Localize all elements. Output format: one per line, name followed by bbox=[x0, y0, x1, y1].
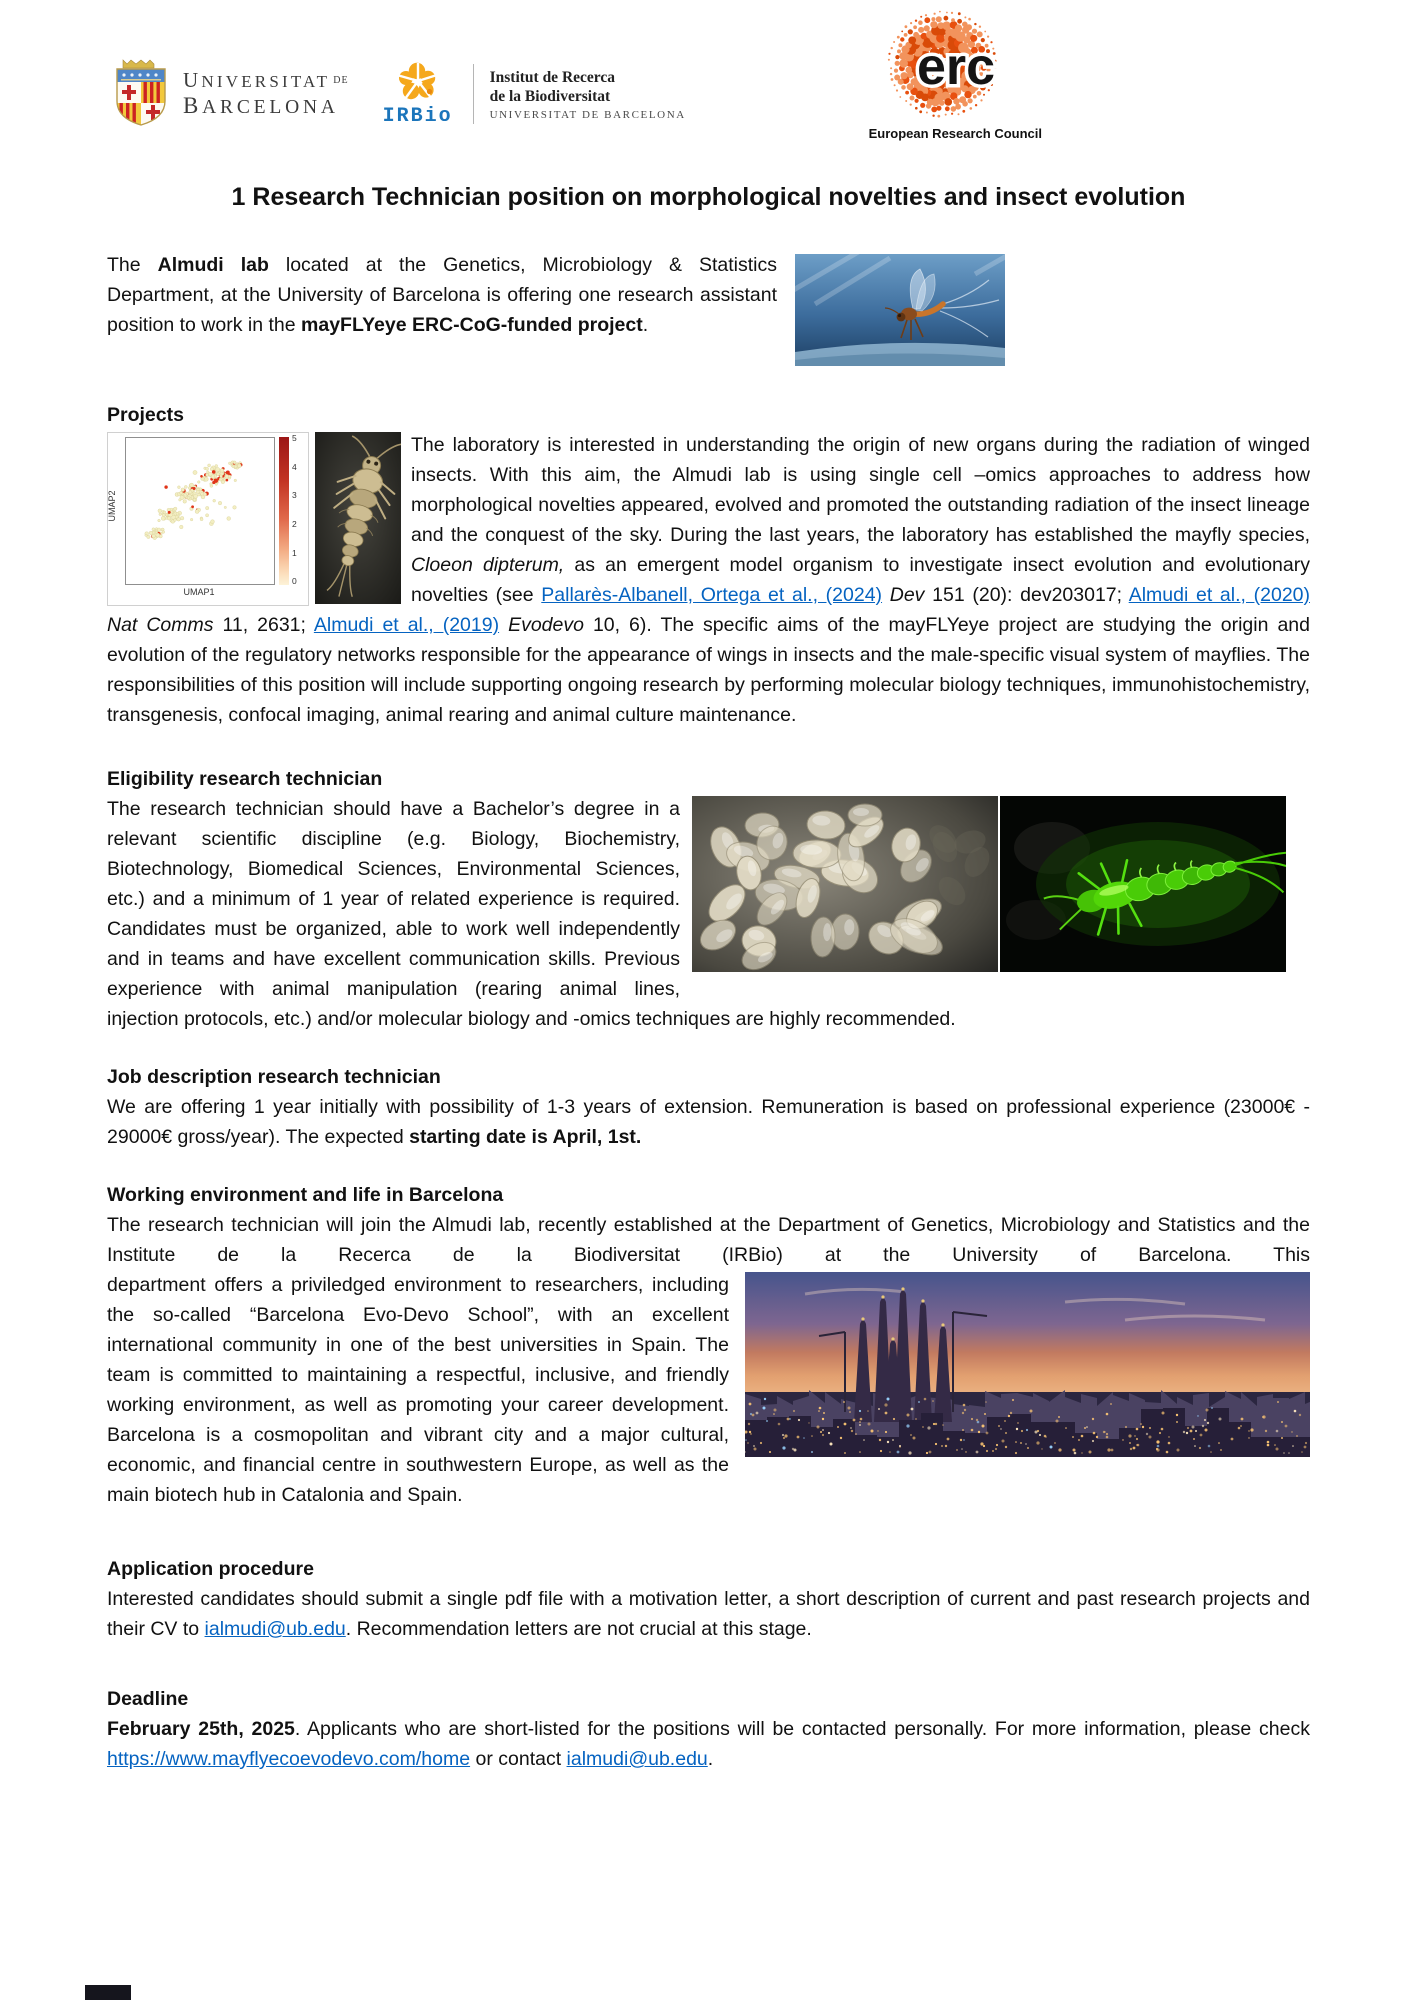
document-title: 1 Research Technician position on morphological novelties and insect evolution bbox=[231, 183, 1186, 211]
eligibility-figures bbox=[692, 796, 1310, 972]
text-run: or contact bbox=[470, 1748, 567, 1770]
barcelona-photo-wrap bbox=[745, 1272, 1310, 1457]
text-run: department offers a priviledged environment to researchers, including the so-called “Barcelona Evo-Devo School”, with an excellent international community in one of the best universities in Spain. The team is committed to maintaining a respectful, inclusive, and friendly working environment, as well as promoting your career development. Barcelona is a cosmopolitan and vibrant city and a major cultural, economic, and financial centre in southwestern Europe, as well as the main biotech hub in Catalonia and Spain. bbox=[107, 1274, 729, 1506]
ub-logo bbox=[113, 59, 349, 129]
text-run: starting date is April, 1st. bbox=[409, 1126, 642, 1148]
umap-colorbar-ticks bbox=[292, 434, 297, 586]
erc-caption: European Research Council bbox=[868, 126, 1042, 141]
erc-globe-icon bbox=[880, 5, 1030, 123]
text-run bbox=[499, 614, 508, 636]
text-run: The laboratory is interested in understanding the origin of new organs during the radiation of winged insects. With this aim, the Almudi lab is using single cell –omics approaches to address how morphological novelties appeared, evolved and promoted the outstanding radiation of the insect lineage and the conquest of the sky. During the last years, the laboratory has established the mayfly species, bbox=[411, 434, 1310, 546]
inline-link[interactable]: Almudi et al., (2019) bbox=[313, 614, 500, 636]
job-section bbox=[107, 1062, 1310, 1152]
mayfly-photo bbox=[795, 254, 1005, 366]
irbio-wordmark: IRBio bbox=[382, 104, 453, 128]
inline-link[interactable]: ialmudi@ub.edu bbox=[204, 1618, 346, 1640]
text-run: . Recommendation letters are not crucial at this stage. bbox=[345, 1618, 812, 1640]
inline-link[interactable]: https://www.mayflyecoevodevo.com/home bbox=[107, 1748, 471, 1770]
inline-link[interactable]: Pallarès-Albanell, Ortega et al., (2024) bbox=[541, 584, 883, 606]
ub-wordmark-line2: BARCELONA bbox=[183, 93, 339, 119]
application-section bbox=[107, 1554, 1310, 1644]
colorbar-tick-label: 5 bbox=[292, 433, 297, 443]
text-run: located at the Genetics, Microbiology & Statistics Department, at the University of Barcelona is offering one research assistant position to work in the bbox=[107, 254, 777, 336]
ub-wordmark-line1: UNIVERSITAT $^{DE}$ bbox=[183, 68, 349, 93]
mayfly-eggs-photo bbox=[692, 796, 998, 972]
inline-link[interactable]: ialmudi@ub.edu bbox=[566, 1748, 708, 1770]
erc-logo bbox=[869, 5, 1042, 141]
umap-y-axis-label: UMAP2 bbox=[107, 490, 117, 522]
deadline-heading: Deadline bbox=[107, 1688, 189, 1710]
job-paragraph bbox=[107, 1092, 1310, 1152]
working-section bbox=[107, 1180, 1310, 1510]
deadline-section bbox=[107, 1684, 1310, 1774]
text-run: Evodevo bbox=[508, 614, 584, 636]
text-run: . bbox=[642, 314, 649, 336]
text-run: Cloeon dipterum, bbox=[411, 554, 565, 576]
eligibility-heading: Eligibility research technician bbox=[107, 768, 383, 790]
irbio-flower-icon bbox=[395, 61, 441, 103]
ub-wordmark bbox=[183, 69, 349, 119]
text-run: . bbox=[707, 1748, 714, 1770]
text-run: 11, 2631; bbox=[213, 614, 314, 636]
text-run: The bbox=[107, 254, 158, 276]
text-run: We are offering 1 year initially with possibility of 1-3 years of extension. Remuneration is based on professional experience (23000€ - 29000€ gross/year). The expected bbox=[107, 1096, 1310, 1148]
irbio-institute-text bbox=[490, 68, 686, 121]
colorbar-tick-label: 3 bbox=[292, 490, 297, 501]
deadline-paragraph bbox=[107, 1714, 1310, 1774]
text-run: Almudi lab bbox=[157, 254, 269, 276]
header bbox=[107, 38, 1310, 141]
projects-heading: Projects bbox=[107, 404, 184, 426]
text-run: 151 (20): dev203017; bbox=[924, 584, 1129, 606]
projects-figures bbox=[107, 432, 399, 606]
colorbar-tick-label: 1 bbox=[292, 547, 297, 558]
working-paragraph-top bbox=[107, 1210, 1310, 1270]
working-heading: Working environment and life in Barcelona bbox=[107, 1184, 504, 1206]
text-run bbox=[882, 584, 890, 606]
umap-plot-area bbox=[125, 437, 275, 585]
text-run: The research technician will join the Almudi lab, recently established at the Department of Genetics, Microbiology and Statistics and the Institute de la Recerca de la Biodiversitat (IRBio) at the University of Barcelona. This bbox=[107, 1214, 1310, 1266]
umap-figure bbox=[107, 432, 309, 606]
application-heading: Application procedure bbox=[107, 1558, 314, 1580]
text-run: Nat Comms bbox=[107, 614, 214, 636]
inline-link[interactable]: Almudi et al., (2020) bbox=[1128, 584, 1310, 606]
projects-section bbox=[107, 400, 1310, 730]
institute-line2: de la Biodiversitat bbox=[489, 87, 611, 105]
irbio-logo bbox=[383, 61, 453, 128]
text-run: 10, 6). The specific aims of the mayFLYeye project are studying the origin and evolution of the regulatory networks responsible for the appearance of wings in insects and the male-specific visual system of mayflies. The responsibilities of this position will include supporting ongoing research by performing molecular biology techniques, immunohistochemistry, transgenesis, confocal imaging, animal rearing and animal culture maintenance. bbox=[107, 614, 1310, 726]
institute-line1: Institut de Recerca bbox=[489, 68, 616, 86]
text-run: February 25th, 2025 bbox=[107, 1718, 295, 1740]
intro-section bbox=[107, 250, 1310, 372]
header-divider bbox=[473, 64, 474, 124]
text-run: The research technician should have a Bachelor’s degree in a relevant scientific discipline (e.g. Biology, Biochemistry, Biotechnology, Biomedical Sciences, Environmental Sciences, etc.) and a minimum of 1 year of related experience is required. Candidates must be organized, able to work well independently and in teams and have excellent communication skills. Previous experience with animal manipulation (rearing animal lines, injection protocols, etc.) and/or molecular biology and -omics techniques are highly recommended. bbox=[107, 798, 956, 1030]
application-paragraph bbox=[107, 1584, 1310, 1644]
fluorescent-larva-photo bbox=[1000, 796, 1286, 972]
colorbar-tick-label: 4 bbox=[292, 461, 297, 472]
erc-acronym-text: erc bbox=[917, 38, 996, 96]
page-footer-mark bbox=[85, 1985, 131, 2000]
mayfly-nymph-photo bbox=[315, 432, 401, 604]
umap-colorbar bbox=[279, 437, 289, 585]
job-heading: Job description research technician bbox=[107, 1066, 441, 1088]
text-run: as an emergent model organism to investigate insect evolution and evolutionary novelties (see bbox=[411, 554, 1310, 606]
barcelona-skyline-photo bbox=[745, 1272, 1310, 1457]
eligibility-section bbox=[107, 764, 1310, 1034]
colorbar-tick-label: 0 bbox=[292, 576, 297, 587]
mayfly-photo-wrap bbox=[795, 254, 1310, 366]
text-run: mayFLYeye ERC-CoG-funded project bbox=[301, 314, 643, 336]
umap-x-axis-label: UMAP1 bbox=[183, 587, 215, 597]
text-run: Interested candidates should submit a single pdf file with a motivation letter, a short description of current and past research projects and their CV to bbox=[107, 1588, 1310, 1640]
institute-line3: UNIVERSITAT DE BARCELONA bbox=[489, 108, 686, 121]
ub-crest-icon bbox=[113, 59, 169, 129]
text-run: Dev bbox=[889, 584, 925, 606]
colorbar-tick-label: 2 bbox=[292, 519, 297, 530]
text-run: . Applicants who are short-listed for the positions will be contacted personally. For more information, please check bbox=[294, 1718, 1310, 1740]
